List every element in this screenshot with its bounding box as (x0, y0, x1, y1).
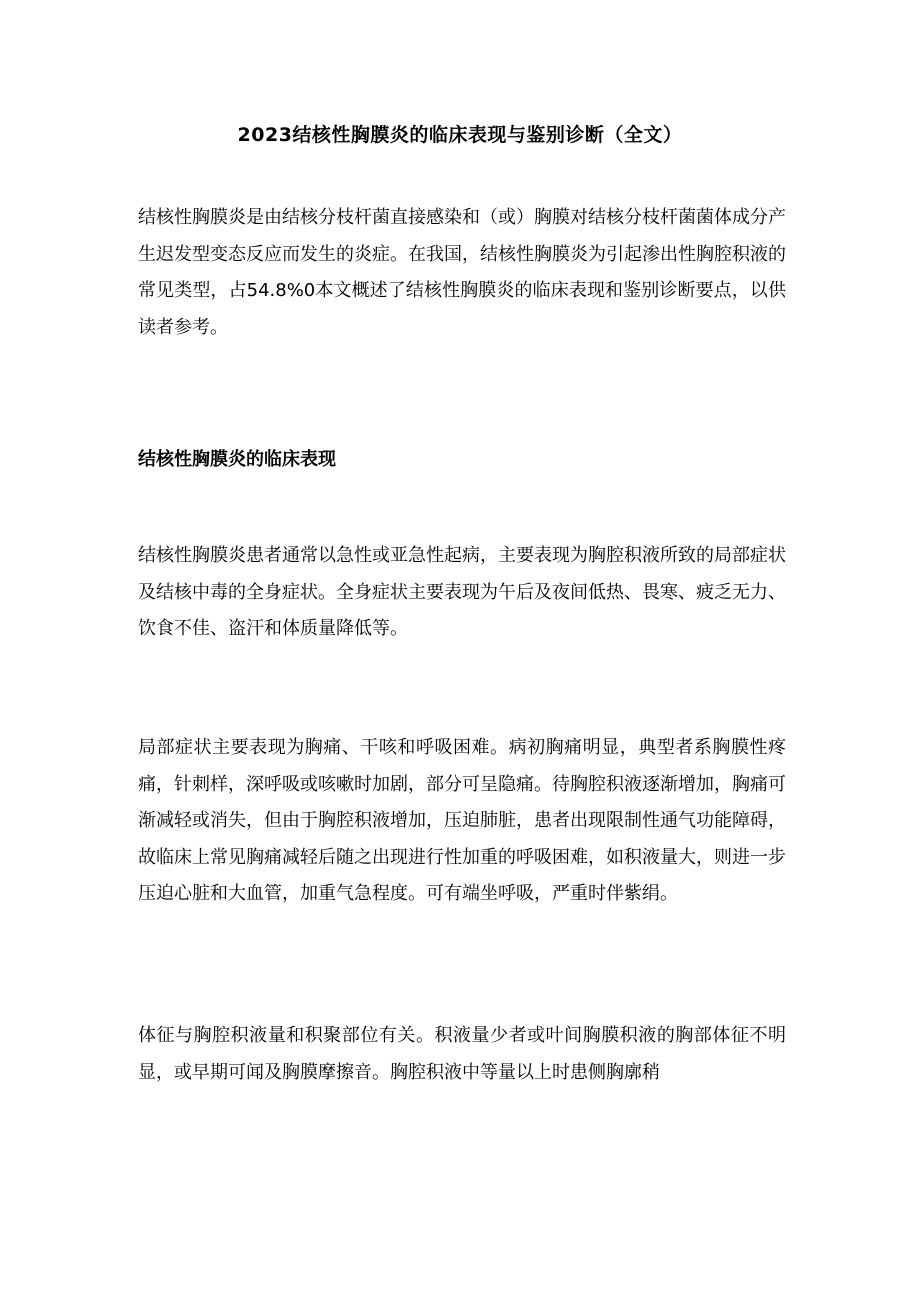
intro-paragraph: 结核性胸膜炎是由结核分枝杆菌直接感染和（或）胸膜对结核分枝杆菌菌体成分产生迟发型变态反应而发生的炎症。在我国，结核性胸膜炎为引起渗出性胸腔积液的常见类型，占54.8%0本文概述了结核性胸膜炎的临床表现和鉴别诊断要点，以供读者参考。 (138, 207, 786, 338)
section-heading: 结核性胸膜炎的临床表现 (138, 449, 336, 470)
section-paragraph-3: 体征与胸腔积液量和积聚部位有关。积液量少者或叶间胸膜积液的胸部体征不明显，或早期可闻及胸膜摩擦音。胸腔积液中等量以上时患侧胸廓稍 (138, 1025, 786, 1083)
section-paragraph-1: 结核性胸膜炎患者通常以急性或亚急性起病，主要表现为胸腔积液所致的局部症状及结核中毒的全身症状。全身症状主要表现为午后及夜间低热、畏寒、疲乏无力、饮食不佳、盗汗和体质量降低等。 (138, 545, 786, 639)
section-paragraph-2: 局部症状主要表现为胸痛、干咳和呼吸困难。病初胸痛明显，典型者系胸膜性疼痛，针刺样，深呼吸或咳嗽时加剧，部分可呈隐痛。待胸腔积液逐渐增加，胸痛可渐减轻或消失，但由于胸腔积液增加，压迫肺脏，患者出现限制性通气功能障碍，故临床上常见胸痛减轻后随之出现进行性加重的呼吸困难，如积液量大，则进一步压迫心脏和大血管，加重气急程度。可有端坐呼吸，严重时伴紫绢。 (138, 737, 786, 904)
document-title: 2023结核性胸膜炎的临床表现与鉴别诊断（全文） (237, 124, 683, 146)
